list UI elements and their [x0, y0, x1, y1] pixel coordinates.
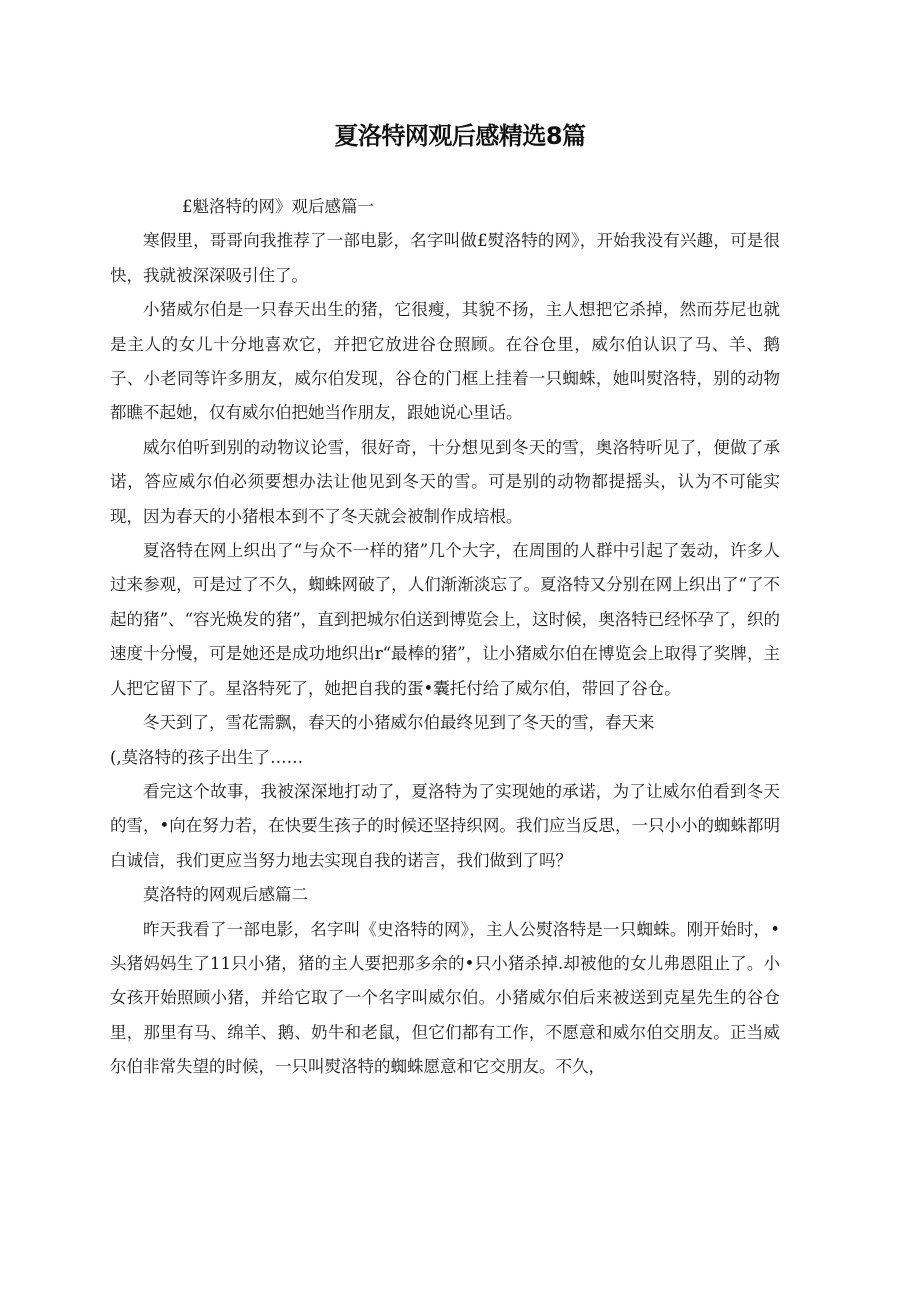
section-heading-1: £魁洛特的网》观后感篇一 — [182, 197, 374, 216]
paragraph-continuation: (,莫洛特的孩子出生了…… — [110, 747, 304, 767]
paragraph: 威尔伯听到别的动物议论雪，很好奇，十分想见到冬天的雪，奥洛特听见了，便做了承诺，答应威尔伯必须要想办法让他见到冬天的雪。可是别的动物都提摇头，认为不可能实现，因为春天的小猪根本到不了冬天就会被制作成培根。 — [110, 437, 780, 526]
paragraph: 昨天我看了一部电影，名字叫《史洛特的网》，主人公熨洛特是一只蜘蛛。刚开始时，•头猪妈妈生了11只小猪，猪的主人要把那多余的•只小猪杀掉.却被他的女儿弗恩阻止了。小女孩开始照顾小猪，并给它取了一个名字叫威尔伯。小猪威尔伯后来被送到克星先生的谷仓里，那里有马、绵羊、鹅、奶牛和老鼠，但它们都有工作，不愿意和威尔伯交朋友。正当威尔伯非常失望的时候，一只叫熨洛特的蜘蛛愿意和它交朋友。不久， — [110, 919, 780, 1077]
section-heading-2: 莫洛特的网观后感篇二 — [143, 885, 308, 905]
document-body — [110, 190, 780, 1085]
paragraph: 寒假里，哥哥向我推荐了一部电影，名字叫做£熨洛特的网》，开始我没有兴趣，可是很快，我就被深深吸引住了。 — [110, 231, 780, 285]
document-title: 夏洛特网观后感精选8篇 — [334, 122, 586, 150]
paragraph: 夏洛特在网上织出了“与众不一样的猪”几个大字，在周围的人群中引起了轰动，许多人过来参观，可是过了不久，蜘蛛网破了，人们渐渐淡忘了。夏洛特又分别在网上织出了“了不起的猪”、“容光焕发的猪”，直到把城尔伯送到博览会上，这时候，奥洛特已经怀孕了，织的速度十分慢，可是她还是成功地织出r“最棒的猪”，让小猪威尔伯在博览会上取得了奖牌，主人把它留下了。星洛特死了，她把自我的蛋•囊托付给了威尔伯，带回了谷仓。 — [110, 541, 780, 698]
paragraph: 小猪威尔伯是一只春天出生的猪，它很瘦，其貌不扬，主人想把它杀掉，然而芬尼也就是主人的女儿十分地喜欢它，并把它放进谷仓照顾。在谷仓里，威尔伯认识了马、羊、鹅子、小老同等许多朋友，威尔伯发现，谷仓的门框上挂着一只蜘蛛，她叫熨洛特，别的动物都瞧不起她，仅有威尔伯把她当作朋友，跟她说心里话。 — [110, 300, 780, 423]
paragraph: 冬天到了，雪花需飘，春天的小猪威尔伯最终见到了冬天的雪，春天来 — [143, 713, 655, 733]
paragraph: 看完这个故事，我被深深地打动了，夏洛特为了实现她的承诺，为了让威尔伯看到冬天的雪，•向在努力若，在快要生孩子的时候还坚持织网。我们应当反思，一只小小的蜘蛛都明白诚信，我们更应当努力地去实现自我的诺言，我们做到了吗？ — [110, 781, 780, 870]
